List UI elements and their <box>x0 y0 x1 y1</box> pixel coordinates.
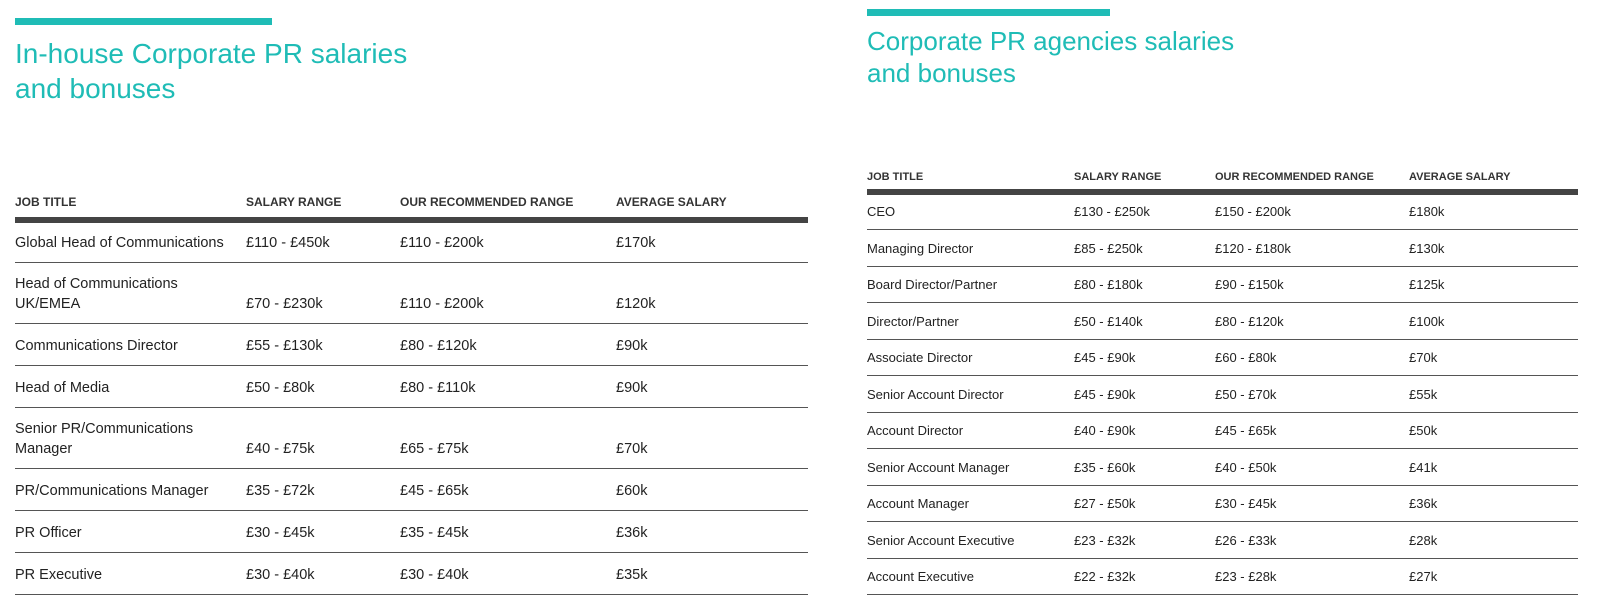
salary-range-cell: £40 - £75k <box>246 408 400 469</box>
recommended-range-cell: £110 - £200k <box>400 263 616 324</box>
salary-range-cell: £110 - £450k <box>246 220 400 263</box>
average-salary-cell: £100k <box>1409 303 1578 340</box>
inhouse-salary-section <box>15 18 808 595</box>
recommended-range-cell: £23 - £28k <box>1215 558 1409 595</box>
average-salary-cell: £130k <box>1409 230 1578 267</box>
salary-range-cell: £23 - £32k <box>1074 522 1215 559</box>
table-header-row <box>15 195 808 220</box>
table-row <box>15 553 808 595</box>
recommended-range-cell: £30 - £45k <box>1215 485 1409 522</box>
salary-range-cell: £27 - £50k <box>1074 485 1215 522</box>
table-row <box>867 412 1578 449</box>
job-title-cell: PR Executive <box>15 553 246 595</box>
salary-range-cell: £30 - £45k <box>246 511 400 553</box>
table-row <box>867 558 1578 595</box>
salary-range-cell: £130 - £250k <box>1074 192 1215 230</box>
average-salary-cell: £120k <box>616 263 808 324</box>
recommended-range-cell: £120 - £180k <box>1215 230 1409 267</box>
recommended-range-cell: £50 - £70k <box>1215 376 1409 413</box>
average-salary-cell: £55k <box>1409 376 1578 413</box>
recommended-range-cell: £60 - £80k <box>1215 339 1409 376</box>
salary-range-cell: £85 - £250k <box>1074 230 1215 267</box>
salary-range-cell: £80 - £180k <box>1074 266 1215 303</box>
job-title-cell: Senior PR/Communications Manager <box>15 408 246 469</box>
job-title-cell: Account Director <box>867 412 1074 449</box>
accent-bar <box>867 9 1110 16</box>
job-title-cell: Account Executive <box>867 558 1074 595</box>
table-row <box>867 522 1578 559</box>
recommended-range-cell: £65 - £75k <box>400 408 616 469</box>
recommended-range-cell: £80 - £110k <box>400 366 616 408</box>
job-title-cell: Managing Director <box>867 230 1074 267</box>
salary-range-cell: £40 - £90k <box>1074 412 1215 449</box>
header-average-salary: AVERAGE SALARY <box>1409 169 1578 192</box>
recommended-range-cell: £30 - £40k <box>400 553 616 595</box>
title-line-2: and bonuses <box>867 58 1016 88</box>
agency-salary-table <box>867 169 1578 595</box>
header-recommended-range: OUR RECOMMENDED RANGE <box>1215 169 1409 192</box>
average-salary-cell: £90k <box>616 324 808 366</box>
table-row <box>15 324 808 366</box>
header-job-title: JOB TITLE <box>15 195 246 220</box>
average-salary-cell: £50k <box>1409 412 1578 449</box>
table-row <box>15 366 808 408</box>
average-salary-cell: £35k <box>616 553 808 595</box>
job-title-cell: Associate Director <box>867 339 1074 376</box>
recommended-range-cell: £80 - £120k <box>1215 303 1409 340</box>
table-row <box>867 449 1578 486</box>
inhouse-section-title <box>15 36 808 106</box>
header-salary-range: SALARY RANGE <box>246 195 400 220</box>
job-title-cell: Head of Communications UK/EMEA <box>15 263 246 324</box>
job-title-cell: Head of Media <box>15 366 246 408</box>
table-header-row <box>867 169 1578 192</box>
table-row <box>867 339 1578 376</box>
average-salary-cell: £36k <box>1409 485 1578 522</box>
table-row <box>15 469 808 511</box>
recommended-range-cell: £35 - £45k <box>400 511 616 553</box>
title-line-2: and bonuses <box>15 73 176 104</box>
job-title-cell: Senior Account Manager <box>867 449 1074 486</box>
average-salary-cell: £70k <box>616 408 808 469</box>
table-row <box>15 220 808 263</box>
average-salary-cell: £90k <box>616 366 808 408</box>
header-average-salary: AVERAGE SALARY <box>616 195 808 220</box>
header-job-title: JOB TITLE <box>867 169 1074 192</box>
job-title-cell: Senior Account Director <box>867 376 1074 413</box>
average-salary-cell: £28k <box>1409 522 1578 559</box>
table-row <box>867 303 1578 340</box>
job-title-cell: Communications Director <box>15 324 246 366</box>
salary-range-cell: £45 - £90k <box>1074 376 1215 413</box>
salary-range-cell: £45 - £90k <box>1074 339 1215 376</box>
recommended-range-cell: £45 - £65k <box>400 469 616 511</box>
salary-range-cell: £22 - £32k <box>1074 558 1215 595</box>
average-salary-cell: £36k <box>616 511 808 553</box>
job-title-cell: Global Head of Communications <box>15 220 246 263</box>
salary-range-cell: £30 - £40k <box>246 553 400 595</box>
header-salary-range: SALARY RANGE <box>1074 169 1215 192</box>
job-title-cell: Senior Account Executive <box>867 522 1074 559</box>
salary-range-cell: £70 - £230k <box>246 263 400 324</box>
salary-range-cell: £35 - £72k <box>246 469 400 511</box>
table-row <box>15 408 808 469</box>
recommended-range-cell: £110 - £200k <box>400 220 616 263</box>
table-row <box>867 266 1578 303</box>
inhouse-salary-table <box>15 195 808 595</box>
average-salary-cell: £125k <box>1409 266 1578 303</box>
table-row <box>867 485 1578 522</box>
salary-range-cell: £50 - £80k <box>246 366 400 408</box>
table-row <box>867 230 1578 267</box>
average-salary-cell: £41k <box>1409 449 1578 486</box>
salary-range-cell: £50 - £140k <box>1074 303 1215 340</box>
title-line-1: Corporate PR agencies salaries <box>867 26 1235 56</box>
accent-bar <box>15 18 272 25</box>
average-salary-cell: £60k <box>616 469 808 511</box>
recommended-range-cell: £150 - £200k <box>1215 192 1409 230</box>
average-salary-cell: £70k <box>1409 339 1578 376</box>
agency-section-title <box>867 25 1578 89</box>
agency-salary-section <box>867 9 1578 595</box>
recommended-range-cell: £40 - £50k <box>1215 449 1409 486</box>
average-salary-cell: £170k <box>616 220 808 263</box>
table-row <box>15 263 808 324</box>
recommended-range-cell: £90 - £150k <box>1215 266 1409 303</box>
recommended-range-cell: £26 - £33k <box>1215 522 1409 559</box>
header-recommended-range: OUR RECOMMENDED RANGE <box>400 195 616 220</box>
salary-range-cell: £55 - £130k <box>246 324 400 366</box>
table-row <box>867 192 1578 230</box>
table-row <box>867 376 1578 413</box>
job-title-cell: Account Manager <box>867 485 1074 522</box>
title-line-1: In-house Corporate PR salaries <box>15 38 408 69</box>
job-title-cell: PR Officer <box>15 511 246 553</box>
average-salary-cell: £27k <box>1409 558 1578 595</box>
job-title-cell: Director/Partner <box>867 303 1074 340</box>
job-title-cell: CEO <box>867 192 1074 230</box>
recommended-range-cell: £45 - £65k <box>1215 412 1409 449</box>
salary-range-cell: £35 - £60k <box>1074 449 1215 486</box>
job-title-cell: PR/Communications Manager <box>15 469 246 511</box>
average-salary-cell: £180k <box>1409 192 1578 230</box>
job-title-cell: Board Director/Partner <box>867 266 1074 303</box>
table-row <box>15 511 808 553</box>
recommended-range-cell: £80 - £120k <box>400 324 616 366</box>
